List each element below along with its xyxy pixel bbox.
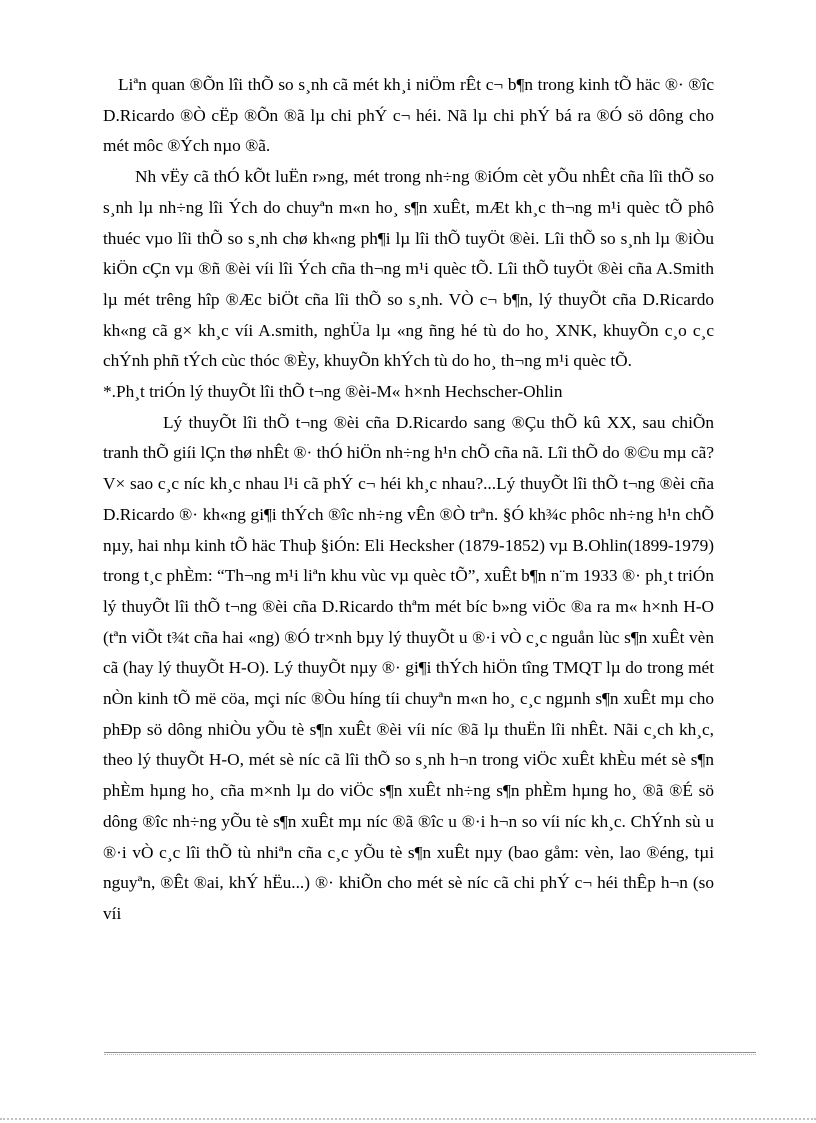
- paragraph-ho-model: Lý thuyÕt lîi thÕ t¬ng ®èi cña D.Ricardo sang ®Çu thÕ kû XX, sau chiÕn tranh thÕ giíi lÇn thø nhÊt ®· thÓ hiÖn nh÷ng h¹n chÕ cña nã. Lîi thÕ do ®©u mµ cã? V× sao c¸c níc kh¸c nhau l¹i cã phÝ c¬ héi kh¸c nhau?...Lý thuyÕt lîi thÕ t¬ng ®èi cña D.Ricardo ®· kh«ng gi¶i thÝch ®îc nh÷ng vÊn ®Ò trªn. §Ó kh¾c phôc nh÷ng h¹n chÕ nµy, hai nhµ kinh tÕ häc Thuþ §iÓn: Eli Hecksher (1879-1852) vµ B.Ohlin(1899-1979) trong t¸c phÈm: “Th¬ng m¹i liªn khu vùc vµ quèc tÕ”, xuÊt b¶n n¨m 1933 ®· ph¸t triÓn lý thuyÕt lîi thÕ t¬ng ®èi cña D.Ricardo thªm mét bíc b»ng viÖc ®a ra m« h×nh H-O (tªn viÕt t¾t cña hai «ng) ®Ó tr×nh bµy lý thuyÕt u ®·i vÒ c¸c nguån lùc s¶n xuÊt vèn cã (hay lý thuyÕt H-O). Lý thuyÕt nµy ®· gi¶i thÝch hiÖn tîng TMQT lµ do trong mét nÒn kinh tÕ më cöa, mçi níc ®Òu híng tíi chuyªn m«n ho¸ c¸c ngµnh s¶n xuÊt mµ cho phÐp sö dông nhiÒu yÕu tè s¶n xuÊt ®èi víi níc ®ã lµ thuËn lîi nhÊt. Nãi c¸ch kh¸c, theo lý thuyÕt H-O, mét sè níc cã lîi thÕ so s¸nh h¬n trong viÖc xuÊt khÈu mét sè s¶n phÈm hµng ho¸ cña m×nh lµ do viÖc s¶n xuÊt nh÷ng s¶n phÈm hµng ho¸ ®ã ®É sö dông ®îc nh÷ng yÕu tè s¶n xuÊt mµ níc ®ã ®îc u ®·i h¬n so víi níc kh¸c. ChÝnh sù u ®·i vÒ c¸c lîi thÕ tù nhiªn cña c¸c yÕu tè s¶n xuÊt nµy (bao gåm: vèn, lao ®éng, tµi nguyªn, ®Êt ®ai, khÝ hËu...) ®· khiÕn cho mét sè níc cã chi phÝ c¬ héi thÊp h¬n (so víi: [103, 412, 714, 923]
- document-body-text: [103, 70, 714, 930]
- page-bottom-dotted-line: [0, 1118, 816, 1120]
- section-heading-heckscher-ohlin: *.Ph¸t triÓn lý thuyÕt lîi thÕ t¬ng ®èi-M« h×nh Hechscher-Ohlin: [103, 382, 563, 402]
- paragraph-opportunity-cost: Liªn quan ®Õn lîi thÕ so s¸nh cã mét kh¸i niÖm rÊt c¬ b¶n trong kinh tÕ häc ®· ®îc D.Ricardo ®Ò cËp ®Õn ®ã lµ chi phÝ c¬ héi. Nã lµ chi phÝ bá ra ®Ó sö dông cho mét môc ®Ých nµo ®ã.: [103, 75, 714, 156]
- footnote-separator-rule: [104, 1052, 756, 1055]
- paragraph-comparative-advantage-conclusion: Nh vËy cã thÓ kÕt luËn r»ng, mét trong nh÷ng ®iÓm cèt yÕu nhÊt cña lîi thÕ so s¸nh lµ nh÷ng lîi Ých do chuyªn m«n ho¸ s¶n xuÊt, mÆt kh¸c th¬ng m¹i quèc tÕ phô thuéc vµo lîi thÕ so s¸nh chø kh«ng ph¶i lµ lîi thÕ tuyÖt ®èi. Lîi thÕ so s¸nh lµ ®iÒu kiÖn cÇn vµ ®ñ ®èi víi lîi Ých cña th¬ng m¹i quèc tÕ. Lîi thÕ tuyÖt ®èi cña A.Smith lµ mét trêng hîp ®Æc biÖt cña lîi thÕ so s¸nh. VÒ c¬ b¶n, lý thuyÕt cña D.Ricardo kh«ng cã g× kh¸c víi A.smith, nghÜa lµ «ng ñng hé tù do ho¸ XNK, khuyÕn c¸o c¸c chÝnh phñ tÝch cùc thóc ®Èy, khuyÕn khÝch tù do ho¸ th¬ng m¹i quèc tÕ.: [103, 167, 714, 371]
